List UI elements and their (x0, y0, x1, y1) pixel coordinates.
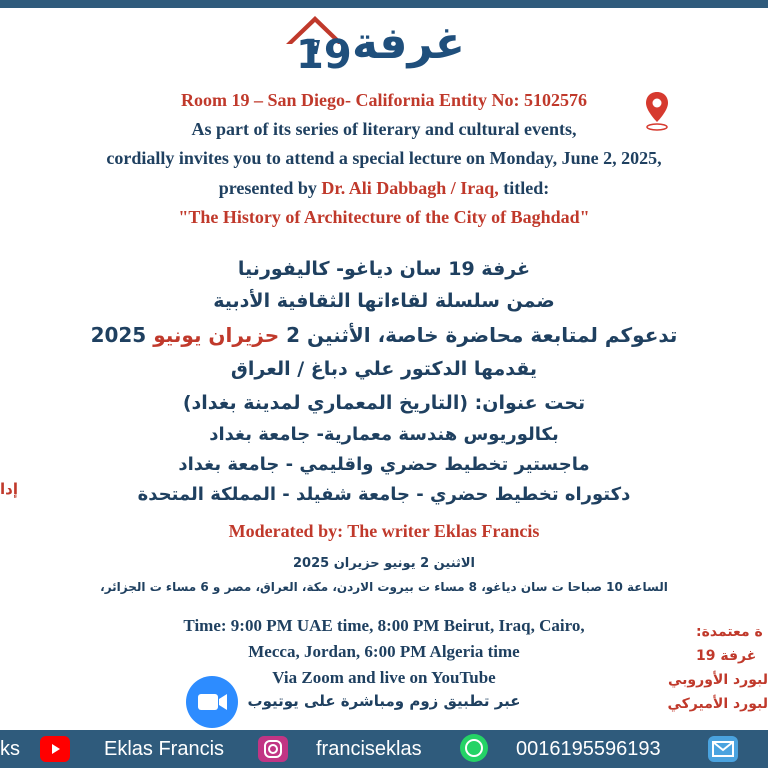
speaker-name: Dr. Ali Dabbagh / Iraq, (321, 178, 499, 198)
arabic-line-1: غرفة 19 سان دياغو- كاليفورنيا (237, 258, 531, 280)
footer-cut-text: ks (0, 738, 20, 760)
english-title: "The History of Architecture of the City of Baghdad" (178, 207, 590, 227)
english-line-2: As part of its series of literary and cultural events, (191, 119, 577, 139)
logo-number: 19 (296, 32, 352, 78)
instagram-handle[interactable]: franciseklas (316, 738, 422, 760)
zoom-icon (186, 676, 238, 728)
youtube-channel-name[interactable]: Eklas Francis (104, 738, 225, 760)
arabic-line-4: يقدمها الدكتور علي دباغ / العراق (230, 358, 538, 380)
date-arabic: الاثنين 2 يونيو حزيران 2025 (292, 556, 476, 571)
arabic-degree-2: ماجستير تخطيط حضري واقليمي - جامعة بغداد (178, 454, 590, 475)
english-line-3: cordially invites you to attend a special lecture on Monday, June 2, 2025, (106, 148, 662, 168)
english-line-4: presented by Dr. Ali Dabbagh / Iraq, titled: (218, 178, 550, 198)
phone-number[interactable]: 0016195596193 (516, 738, 661, 760)
arabic-degree-1: بكالوريوس هندسة معمارية- جامعة بغداد (209, 424, 559, 445)
arabic-line-3: تدعوكم لمتابعة محاضرة خاصة، الأثنين 2 حزيران يونيو 2025 (90, 323, 678, 347)
via-english: Via Zoom and live on YouTube (272, 668, 496, 687)
whatsapp-icon[interactable] (460, 734, 488, 762)
english-line-1 (0, 90, 768, 111)
time-english-2: Mecca, Jordan, 6:00 PM Algeria time (248, 642, 520, 661)
logo-arabic-text: غرفة (352, 18, 465, 69)
entity-info: – San Diego- California Entity No: 5102576 (249, 90, 587, 110)
time-arabic: الساعة 10 صباحا ت سان دياغو، 8 مساء ت بيروت الاردن، مكة، العراق، مصر و 6 مساء ت الجزائر، (100, 580, 668, 594)
arabic-title: تحت عنوان: (التاريخ المعماري لمدينة بغداد) (182, 392, 586, 414)
instagram-icon[interactable] (258, 736, 288, 762)
room-name: Room 19 (181, 90, 250, 110)
email-icon[interactable] (708, 736, 738, 762)
arabic-degree-3: دكتوراه تخطيط حضري - جامعة شفيلد - المملكة المتحدة (137, 484, 631, 505)
youtube-icon[interactable] (40, 736, 70, 762)
top-bar (0, 0, 768, 8)
moderator-line: Moderated by: The writer Eklas Francis (228, 521, 540, 541)
via-arabic: عبر تطبيق زوم ومباشرة على يوتيوب (247, 692, 521, 710)
time-english-1: Time: 9:00 PM UAE time, 8:00 PM Beirut, Iraq, Cairo, (183, 616, 585, 635)
arabic-line-2: ضمن سلسلة لقاءاتها الثقافية الأدبية (213, 290, 555, 312)
right-edge-text: ة معتمدة: غرفة 19 لبورد الأوروبي لبورد الأميركي (667, 624, 768, 712)
left-edge-text: إدا (0, 480, 18, 498)
